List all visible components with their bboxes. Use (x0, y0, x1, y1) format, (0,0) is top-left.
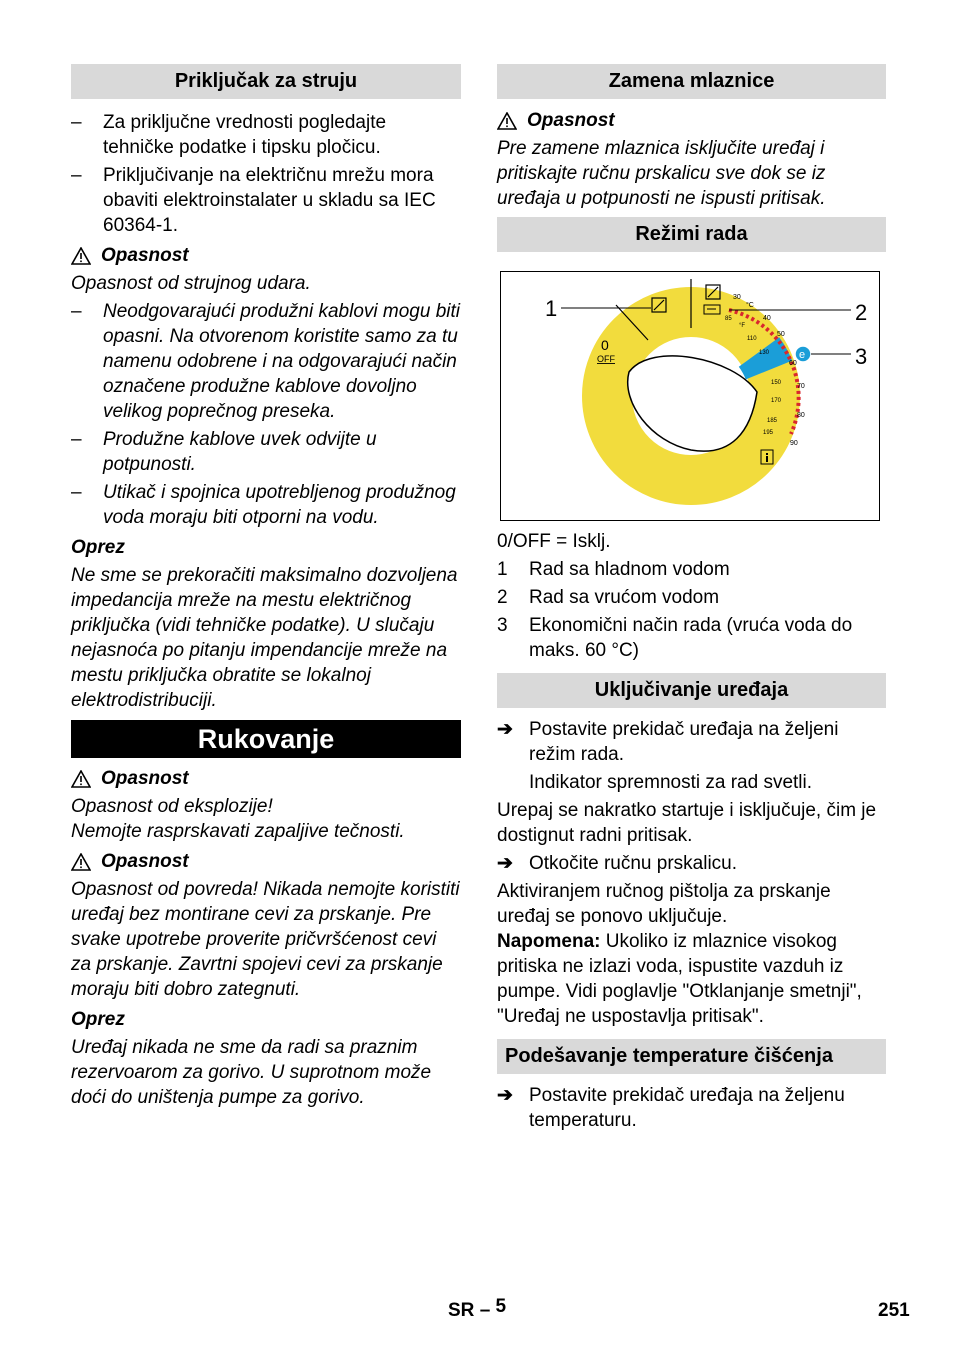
caution-heading: Oprez (71, 1009, 125, 1030)
instruction-step: ➔ Postavite prekidač uređaja na željeni režim rada. (497, 719, 839, 765)
scale-label-f: 185 (767, 418, 778, 424)
warning-triangle-icon (71, 770, 91, 788)
eco-label: e (799, 349, 806, 361)
caution-heading: Oprez (71, 537, 125, 558)
warning-triangle-icon (71, 247, 91, 265)
instruction-step: ➔ Otkočite ručnu prskalicu. (497, 853, 738, 874)
mode-dial-illustration (501, 272, 879, 520)
arrow-icon: ➔ (497, 853, 513, 874)
note-paragraph: Napomena: Ukoliko iz mlaznice visokog pritiska ne izlazi voda, ispustite vazduh iz pumpe. Vidi poglavlje "Otklanjanje smetnji", "Uređaj ne uspostavlja pritisak". (497, 931, 862, 1027)
scale-label-f: 85 (725, 316, 732, 322)
scale-label-f: 150 (771, 380, 782, 386)
list-item: – Utikač i spojnica upotrebljenog produžnog voda moraju biti otporni na vodu. (71, 482, 456, 528)
legend-off: 0/OFF = Isklj. (497, 531, 611, 552)
scale-label-f: 110 (747, 336, 757, 342)
paragraph: Urepaj se nakratko startuje i isključuje, čim je dostignut radni pritisak. (497, 800, 877, 846)
section-title-power: Priključak za struju (71, 64, 461, 99)
danger-heading: Opasnost (71, 766, 461, 791)
danger-text: Nemojte rasprskavati zapaljive tečnosti. (71, 821, 405, 842)
legend-item: 1 Rad sa hladnom vodom (497, 559, 730, 580)
section-title-temperature: Podešavanje temperature čišćenja (497, 1039, 886, 1074)
scale-label-c: 70 (797, 383, 805, 390)
scale-unit-f: °F (739, 323, 746, 329)
chapter-title: Rukovanje (71, 720, 461, 758)
right-column (497, 64, 886, 1133)
list-item: – Priključivanje na električnu mrežu mora obaviti elektroinstalater u skladu sa IEC 60364-1. (71, 165, 436, 236)
section-title-switch-on: Uključivanje uređaja (497, 673, 886, 708)
list-item: – Za priključne vrednosti pogledajte tehničke podatke i tipsku pločicu. (71, 112, 387, 158)
paragraph: Aktiviranjem ručnog pištolja za prskanje uređaj se ponovo uključuje. (497, 881, 831, 927)
scale-label-f: 130 (759, 350, 770, 356)
callout-1: 1 (545, 296, 558, 321)
off-label: OFF (597, 354, 615, 364)
instruction-step: ➔ Postavite prekidač uređaja na željenu temperaturu. (497, 1085, 845, 1131)
danger-text: Opasnost od strujnog udara. (71, 273, 311, 294)
scale-label-f: 195 (763, 430, 774, 436)
danger-heading: Opasnost (497, 108, 886, 133)
warning-triangle-icon (497, 112, 517, 130)
list-item: – Neodgovarajući produžni kablovi mogu biti opasni. Na otvorenom koristite samo za tu namenu odobrene i na odgovarajući način označene produžne kablove dovoljno velikog poprečnog preseka. (71, 301, 460, 422)
danger-heading: Opasnost (71, 849, 461, 874)
callout-2: 2 (855, 300, 868, 325)
danger-text: Opasnost od povreda! Nikada nemojte koristiti uređaj bez montirane cevi za prskanje. Pre svake upotrebe proverite pričvršćenost cevi za prskanje. Zavrtni spojevi cevi za prskanje moraju biti dobro zategnuti. (71, 879, 460, 1000)
scale-label-f: 170 (771, 398, 782, 404)
section-title-nozzle: Zamena mlaznice (497, 64, 886, 99)
section-title-modes: Režimi rada (497, 217, 886, 252)
scale-label-c: 80 (797, 412, 805, 419)
arrow-icon: ➔ (497, 1085, 513, 1106)
scale-label-c: 60 (789, 360, 797, 367)
legend-item: 3 Ekonomični način rada (vruća voda do maks. 60 °C) (497, 615, 853, 661)
scale-label-c: 90 (790, 440, 798, 447)
scale-label-c: 40 (763, 315, 771, 322)
arrow-icon: ➔ (497, 719, 513, 740)
callout-3: 3 (855, 344, 868, 369)
danger-text: Pre zamene mlaznica isključite uređaj i pritiskajte ručnu prskalicu sve dok se iz uređaja u potpunosti ne ispusti pritisak. (497, 138, 826, 209)
left-column (71, 64, 461, 1110)
step-result: Indikator spremnosti za rad svetli. (529, 772, 813, 793)
scale-label-c: 30 (733, 294, 741, 301)
mode-dial-figure (500, 271, 880, 521)
caution-text: Ne sme se prekoračiti maksimalno dozvoljena impedancija mreže na mestu električnog priključka (vidi tehničke podatke). U slučaju nejasnoća po pitanju impendancije mreže na mestu priključka obratite se lokalnoj elektrodistribuciji. (71, 565, 458, 711)
danger-text: Opasnost od eksplozije! (71, 796, 273, 817)
list-item: – Produžne kablove uvek odvijte u potpunosti. (71, 429, 377, 475)
legend-item: 2 Rad sa vrućom vodom (497, 587, 720, 608)
caution-text: Uređaj nikada ne sme da radi sa praznim rezervoarom za gorivo. U suprotnom može doći do uništenja pumpe za gorivo. (71, 1037, 432, 1108)
scale-unit-c: °C (746, 302, 754, 309)
off-zero-label: 0 (601, 337, 609, 353)
page-number: 251 (878, 1300, 910, 1321)
danger-heading: Opasnost (71, 243, 461, 268)
warning-triangle-icon (71, 853, 91, 871)
footer-section-label: SR – 5 (448, 1296, 507, 1321)
scale-label-c: 50 (777, 331, 785, 338)
